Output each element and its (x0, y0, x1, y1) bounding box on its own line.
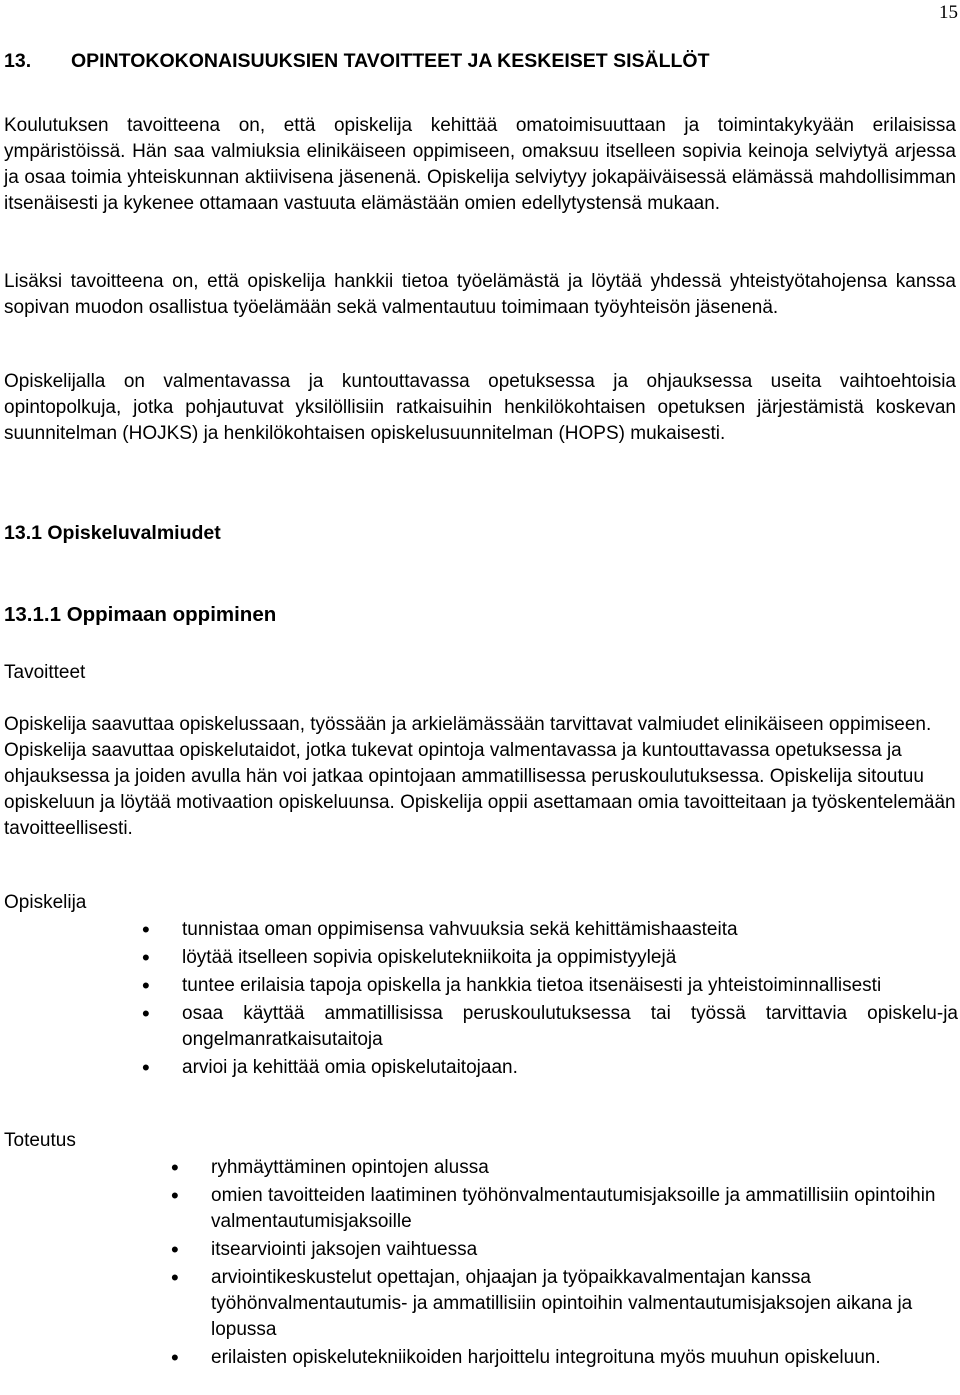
page-number: 15 (939, 2, 958, 23)
goals-label: Tavoitteet (4, 662, 86, 683)
list-item: • arvioi ja kehittää omia opiskelutaitojaan. (182, 1055, 958, 1081)
intro-paragraph: Koulutuksen tavoitteena on, että opiskelija kehittää omatoimisuuttaan ja toimintakykyään erilaisissa ympäristöissä. Hän saa valmiuksia elinikäiseen oppimiseen, omaksuu itselleen sopivia keinoja selviytyä arjessa ja osaa toimia yhteiskunnan aktiivisena jäsenenä. Opiskelija selviytyy jokapäiväisessä elämässä mahdollisimman itsenäisesti ja kykenee ottamaan vastuuta elämästään omien edellytystensä mukaan. (4, 115, 956, 214)
section-number: 13. (4, 50, 32, 72)
implementation-list (211, 1155, 956, 1373)
list-item: • erilaisten opiskelutekniikoiden harjoittelu integroituna myös muuhun opiskeluun. (211, 1345, 956, 1371)
student-label: Opiskelija (4, 892, 87, 913)
subsection-title: 13.1 Opiskeluvalmiudet (4, 522, 221, 544)
section-heading (4, 50, 710, 73)
list-item: • tunnistaa oman oppimisensa vahvuuksia sekä kehittämishaasteita (182, 917, 958, 943)
student-skills-list (182, 917, 958, 1083)
subsubsection-title: 13.1.1 Oppimaan oppiminen (4, 603, 277, 626)
pathways-paragraph: Opiskelijalla on valmentavassa ja kuntouttavassa opetuksessa ja ohjauksessa useita vaihtoehtoisia opintopolkuja, jotka pohjautuvat yksilöllisiin ratkaisuihin henkilökohtaisen opetuksen järjestämistä koskevan suunnitelman (HOJKS) ja henkilökohtaisen opiskelusuunnitelman (HOPS) mukaisesti. (4, 371, 956, 444)
list-item: • arviointikeskustelut opettajan, ohjaajan ja työpaikkavalmentajan kanssa työhönvalmentautumis- ja ammatillisiin opintoihin valmentautumisjaksojen aikana ja lopussa (211, 1265, 956, 1343)
list-item: • löytää itselleen sopivia opiskelutekniikoita ja oppimistyylejä (182, 945, 958, 971)
list-item: • itsearviointi jaksojen vaihtuessa (211, 1237, 956, 1263)
section-title: OPINTOKOKONAISUUKSIEN TAVOITTEET JA KESKEISET SISÄLLÖT (71, 50, 710, 72)
implementation-label: Toteutus (4, 1130, 76, 1151)
list-item: • tuntee erilaisia tapoja opiskella ja hankkia tietoa itsenäisesti ja yhteistoiminnallisesti (182, 973, 958, 999)
goal-paragraph: Lisäksi tavoitteena on, että opiskelija hankkii tietoa työelämästä ja löytää yhdessä yhteistyötahojensa kanssa sopivan muodon osallistua työelämään sekä valmentautuu toimimaan työyhteisön jäsenenä. (4, 271, 956, 318)
list-item: • ryhmäyttäminen opintojen alussa (211, 1155, 956, 1181)
list-item: • osaa käyttää ammatillisissa peruskoulutuksessa tai työssä tarvittavia opiskelu-ja ongelmanratkaisutaitoja (182, 1001, 958, 1053)
goals-paragraph: Opiskelija saavuttaa opiskelussaan, työssään ja arkielämässään tarvittavat valmiudet elinikäiseen oppimiseen. Opiskelija saavuttaa opiskelutaidot, jotka tukevat opintoja valmentavassa ja kuntouttavassa opetuksessa ja ohjauksessa ja joiden avulla hän voi jatkaa opintojaan ammatillisessa peruskoulutuksessa. Opiskelija sitoutuu opiskeluun ja löytää motivaation opiskeluunsa. Opiskelija oppii asettamaan omia tavoitteitaan ja työskentelemään tavoitteellisesti. (4, 714, 956, 839)
list-item: • omien tavoitteiden laatiminen työhönvalmentautumisjaksoille ja ammatillisiin opintoihin valmentautumisjaksoille (211, 1183, 956, 1235)
